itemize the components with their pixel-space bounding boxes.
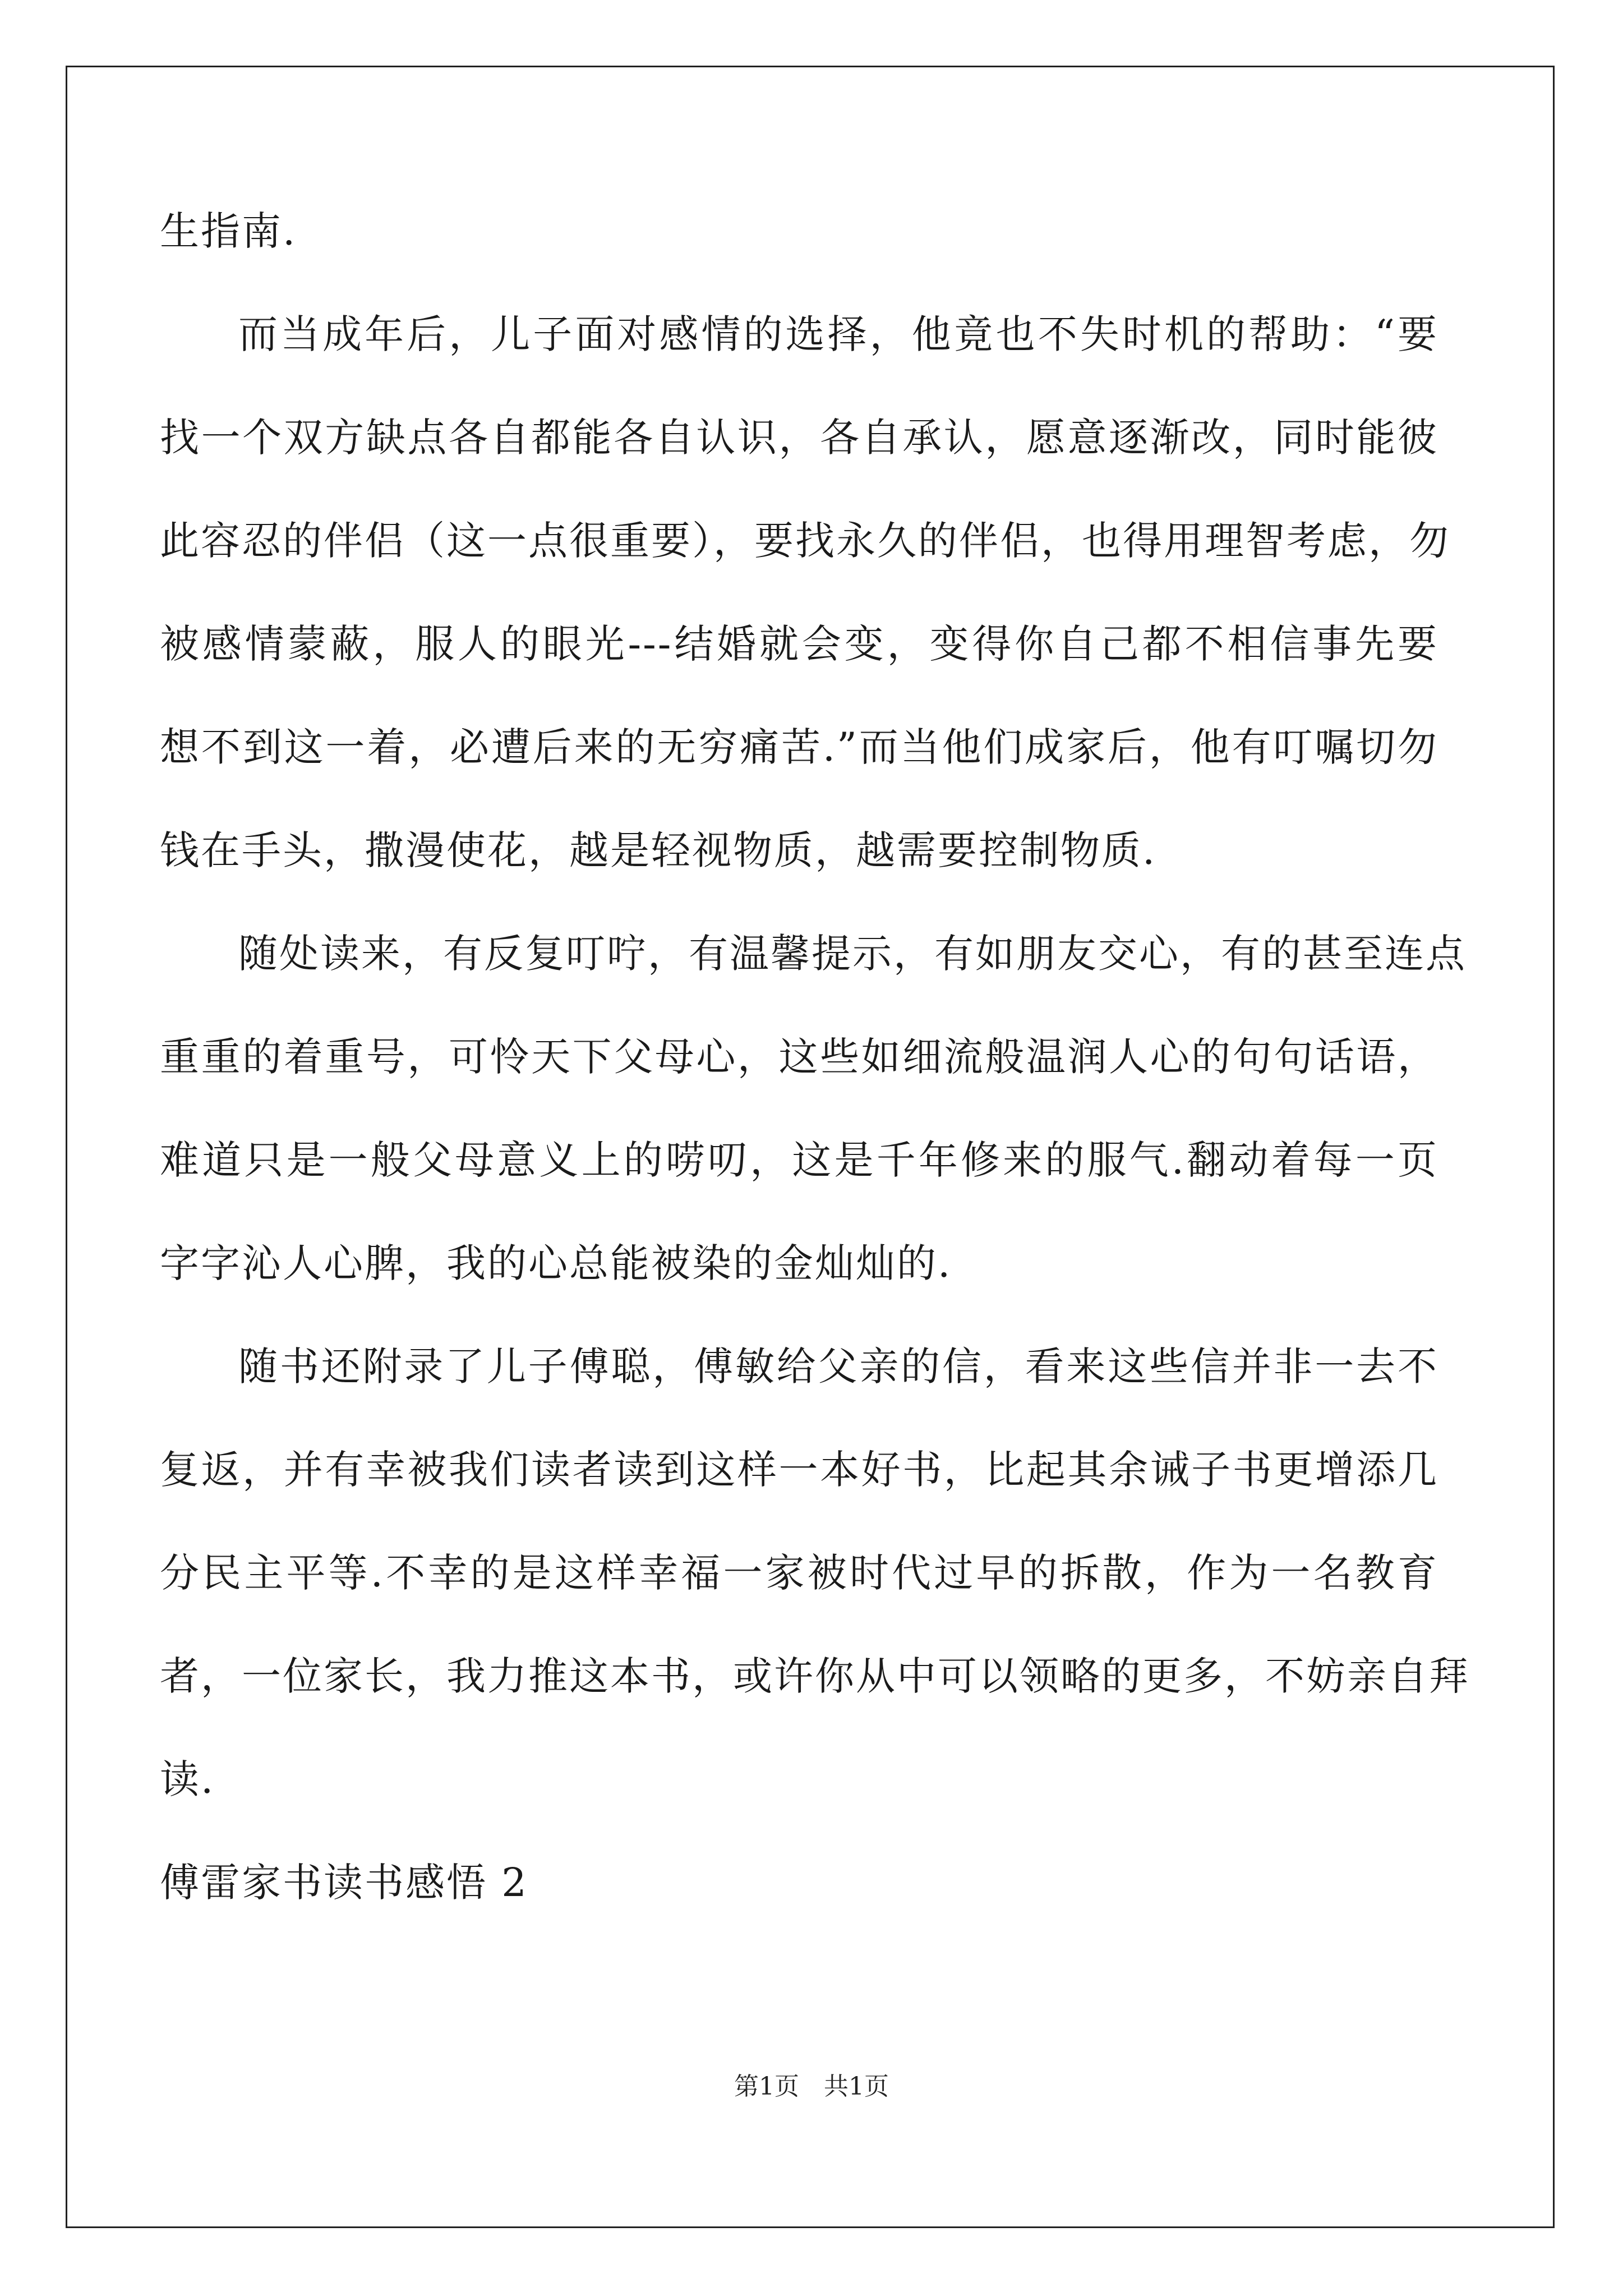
text-line: 重重的着重号，可怜天下父母心，这些如细流般温润人心的句句话语， bbox=[160, 1034, 1438, 1080]
text-line: 被感情蒙蔽，服人的眼光---结婚就会变，变得你自己都不相信事先要 bbox=[160, 621, 1438, 667]
text-line: 生指南. bbox=[160, 208, 297, 254]
text-line: 复返，并有幸被我们读者读到这样一本好书，比起其余诫子书更增添几 bbox=[160, 1447, 1438, 1493]
text-line: 难道只是一般父母意义上的唠叨，这是千年修来的服气.翻动着每一页 bbox=[160, 1137, 1438, 1183]
text-line: 读. bbox=[160, 1756, 215, 1802]
text-line: 分民主平等.不幸的是这样幸福一家被时代过早的拆散，作为一名教育 bbox=[160, 1550, 1438, 1596]
text-line: 字字沁人心脾，我的心总能被染的金灿灿的. bbox=[160, 1240, 952, 1286]
text-line: 想不到这一着，必遭后来的无穷痛苦.”而当他们成家后，他有叮嘱切勿 bbox=[160, 724, 1438, 770]
text-line: 此容忍的伴侣（这一点很重要），要找永久的伴侣，也得用理智考虑，勿 bbox=[160, 518, 1450, 564]
text-line: 钱在手头，撒漫使花，越是轻视物质，越需要控制物质. bbox=[160, 827, 1157, 873]
text-line: 找一个双方缺点各自都能各自认识，各自承认，愿意逐渐改，同时能彼 bbox=[160, 415, 1438, 461]
text-line: 而当成年后，儿子面对感情的选择，他竟也不失时机的帮助：“要 bbox=[238, 311, 1438, 357]
page-number-footer: 第1页 共1页 bbox=[734, 2072, 889, 2101]
text-line: 者，一位家长，我力推这本书，或许你从中可以领略的更多，不妨亲自拜 bbox=[160, 1653, 1470, 1699]
text-line: 随书还附录了儿子傅聪，傅敏给父亲的信，看来这些信并非一去不 bbox=[238, 1343, 1438, 1389]
text-line: 随处读来，有反复叮咛，有温馨提示，有如朋友交心，有的甚至连点 bbox=[238, 931, 1467, 977]
section-heading: 傅雷家书读书感悟 2 bbox=[160, 1860, 528, 1906]
document-body bbox=[160, 205, 1470, 1960]
